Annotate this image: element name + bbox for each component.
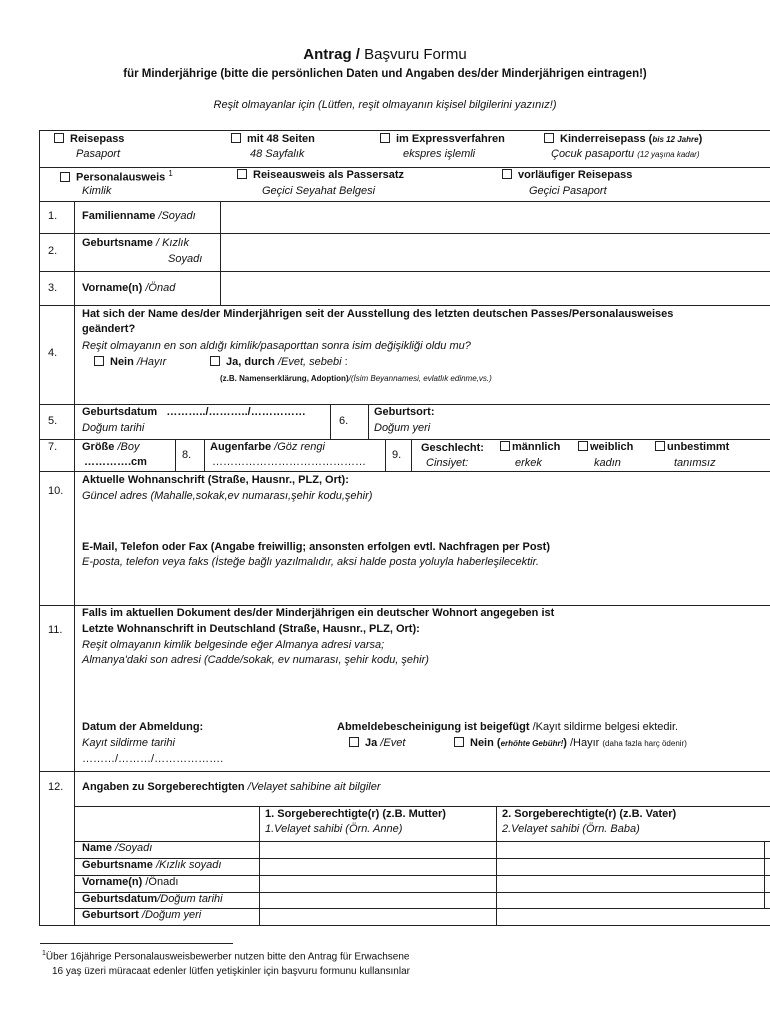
application-form: [39, 130, 770, 926]
input-parent1-geburtsname[interactable]: [261, 859, 494, 874]
input-wohnanschrift[interactable]: [82, 507, 762, 537]
input-datum-abmeldung[interactable]: ………/………/……………….: [82, 753, 224, 765]
label-dogum-yeri: Doğum yeri: [374, 422, 431, 434]
label-pasaport: Pasaport: [76, 148, 121, 160]
checkbox-weiblich[interactable]: weiblich: [578, 441, 633, 454]
checkbox-reisepass[interactable]: Reisepass: [54, 133, 124, 146]
label-gecici-pasaport: Geçici Pasaport: [529, 185, 607, 197]
input-parent2-geburtsname[interactable]: [498, 859, 762, 874]
footnote-separator: [40, 943, 233, 944]
row-number: 5.: [48, 415, 58, 427]
label-soyadi: Soyadı: [168, 253, 203, 265]
label-kontakt: E-Mail, Telefon oder Fax (Angabe freiwillig; ansonsten erfolgen evtl. Nachfragen per Post): [82, 541, 550, 553]
question-name-change-de: Hat sich der Name des/der Minderjährigen seit der Ausstellung des letzten deutschen Passes/Personalausweises: [82, 308, 674, 320]
row-number: 8.: [182, 449, 192, 461]
checkbox-48-seiten[interactable]: mit 48 Seiten: [231, 133, 315, 146]
row-number: 2.: [48, 245, 58, 257]
checkbox-maennlich[interactable]: männlich: [500, 441, 560, 454]
label-sorgeberechtigte: Angaben zu Sorgeberechtigten /Velayet sahibine ait bilgiler: [82, 781, 381, 793]
checkbox-passersatz[interactable]: Reiseausweis als Passersatz: [237, 169, 404, 182]
header-velayet-1: 1.Velayet sahibi (Örn. Anne): [265, 823, 403, 835]
input-geburtsort[interactable]: [480, 405, 768, 437]
label-geburtsname: Geburtsname / Kızlık: [82, 237, 189, 249]
header-parent-2: 2. Sorgeberechtigte(r) (z.B. Vater): [502, 808, 677, 820]
row-number: 7.: [48, 441, 58, 453]
label-augenfarbe: Augenfarbe /Göz rengi: [210, 441, 325, 453]
header-parent-1: 1. Sorgeberechtigte(r) (z.B. Mutter): [265, 808, 446, 820]
input-parent1-vorname[interactable]: [261, 876, 494, 891]
input-parent2-vorname[interactable]: [498, 876, 762, 891]
input-parent2-geburtsdatum[interactable]: [498, 893, 762, 907]
footnote-line-2: 16 yaş üzeri müracaat edenler lütfen yetişkinler için başvuru formunu kullansınlar: [52, 966, 410, 977]
label-geburtsort: Geburtsort:: [374, 406, 435, 418]
label-guncel-adres: Güncel adres (Mahalle,sokak,ev numarası,şehir kodu,şehir): [82, 490, 373, 502]
row-number: 1.: [48, 210, 58, 222]
label-kayit-sildirme-tarihi: Kayıt sildirme tarihi: [82, 737, 175, 749]
input-augenfarbe[interactable]: ……………………………………: [212, 456, 366, 468]
label-almanya-son-adres: Almanya'daki son adresi (Cadde/sokak, ev numarası, şehir kodu, şehir): [82, 654, 429, 666]
label-iletisim: E-posta, telefon veya faks (İsteğe bağlı yazılmalıdır, aksi halde posta yoluyla haberleşilecektir.: [82, 556, 539, 568]
checkbox-unbestimmt[interactable]: unbestimmt: [655, 441, 729, 454]
label-abmeldebescheinigung: Abmeldebescheinigung ist beigefügt /Kayıt sildirme belgesi ektedir.: [337, 721, 679, 733]
label-dogum-tarihi: Doğum tarihi: [82, 422, 145, 434]
checkbox-nein[interactable]: Nein /Hayır: [94, 356, 166, 369]
header-velayet-2: 2.Velayet sahibi (Örn. Baba): [502, 823, 640, 835]
footnote-line-1: $^1$Über 16jährige Personalausweisbewerber nutzen bitte den Antrag für Erwachsene: [42, 950, 410, 963]
label-ekspres: ekspres işlemli: [403, 148, 476, 160]
label-kadin: kadın: [594, 457, 621, 469]
row-number: 12.: [48, 781, 64, 793]
label-tanimsiz: tanımsız: [674, 457, 716, 469]
input-parent2-geburtsort[interactable]: [498, 909, 762, 923]
label-falls-wohnort: Falls im aktuellen Dokument des/der Minderjährigen ein deutscher Wohnort angegeben ist: [82, 607, 555, 619]
label-cocuk-pasaportu: Çocuk pasaportu (12 yaşına kadar): [551, 148, 700, 160]
question-name-change-de-2: geändert?: [82, 323, 136, 335]
label-datum-abmeldung: Datum der Abmeldung:: [82, 721, 204, 733]
row-number: 3.: [48, 282, 58, 294]
label-48-sayfa: 48 Sayfalık: [250, 148, 305, 160]
label-parent-name: Name /Soyadı: [82, 842, 153, 854]
input-parent1-geburtsdatum[interactable]: [261, 893, 494, 907]
input-geburtsname[interactable]: [222, 235, 767, 269]
row-number: 6.: [339, 415, 349, 427]
checkbox-express[interactable]: im Expressverfahren: [380, 133, 505, 146]
row-number: 4.: [48, 347, 58, 359]
label-gecici-seyahat: Geçici Seyahat Belgesi: [262, 185, 376, 197]
label-groesse: Größe /Boy: [82, 441, 140, 453]
label-almanya-adresi: Reşit olmayanın kimlik belgesinde eğer Almanya adresi varsa;: [82, 639, 385, 651]
label-parent-geburtsname: Geburtsname /Kızlık soyadı: [82, 859, 222, 871]
checkbox-abmeldung-ja[interactable]: Ja /Evet: [349, 737, 405, 750]
label-parent-geburtsdatum: Geburtsdatum/Doğum tarihi: [82, 893, 223, 905]
question-name-change-tr: Reşit olmayanın en son aldığı kimlik/pasaporttan sonra isim değişikliği oldu mu?: [82, 340, 471, 352]
input-parent1-geburtsort[interactable]: [261, 909, 494, 923]
form-subtitle-de: für Minderjährige (bitte die persönlichen Daten und Angaben des/der Minderjährigen eintragen!): [123, 68, 647, 80]
label-aktuelle-wohnanschrift: Aktuelle Wohnanschrift (Straße, Hausnr., PLZ, Ort):: [82, 474, 349, 486]
input-parent2-name[interactable]: [498, 842, 762, 857]
label-cinsiyet: Cinsiyet:: [426, 457, 469, 469]
label-letzte-wohnanschrift: Letzte Wohnanschrift in Deutschland (Straße, Hausnr., PLZ, Ort):: [82, 623, 420, 635]
input-familienname[interactable]: [222, 203, 767, 231]
input-letzte-wohnanschrift[interactable]: [82, 671, 762, 716]
label-parent-geburtsort: Geburtsort /Doğum yeri: [82, 909, 202, 921]
label-parent-vorname: Vorname(n) /Önadı: [82, 876, 179, 888]
label-familienname: Familienname /Soyadı: [82, 210, 196, 222]
input-kontakt[interactable]: [82, 573, 762, 601]
label-geschlecht: Geschlecht:: [421, 442, 484, 454]
row-number: 9.: [392, 449, 402, 461]
checkbox-ja-durch[interactable]: Ja, durch /Evet, sebebi :: [210, 356, 348, 369]
label-vorname: Vorname(n) /Önad: [82, 282, 176, 294]
form-title: Antrag / Başvuru Formu: [303, 46, 467, 63]
input-vorname[interactable]: [222, 273, 767, 303]
form-subtitle-tr: Reşit olmayanlar için (Lütfen, reşit olmayanın kişisel bilgilerini yazınız!): [213, 99, 557, 111]
checkbox-personalausweis[interactable]: Personalausweis $^1$: [60, 169, 173, 185]
label-erkek: erkek: [515, 457, 542, 469]
label-kimlik: Kimlik: [82, 185, 112, 197]
input-groesse[interactable]: ………….cm: [84, 456, 147, 468]
row-number: 10.: [48, 485, 64, 497]
input-parent1-name[interactable]: [261, 842, 494, 857]
note-name-change: (z.B. Namenserklärung, Adoption)/(İsim Beyannamesi, evlatlık edinme,vs.): [220, 374, 492, 383]
checkbox-kinderreisepass[interactable]: Kinderreisepass (bis 12 Jahre): [544, 133, 702, 146]
checkbox-abmeldung-nein[interactable]: Nein (erhöhte Gebühr!) /Hayır (daha fazla harç ödenir): [454, 737, 687, 750]
checkbox-vorlaeufiger-reisepass[interactable]: vorläufiger Reisepass: [502, 169, 632, 182]
label-geburtsdatum[interactable]: Geburtsdatum ………../………../……………: [82, 406, 306, 418]
row-number: 11.: [48, 624, 63, 636]
